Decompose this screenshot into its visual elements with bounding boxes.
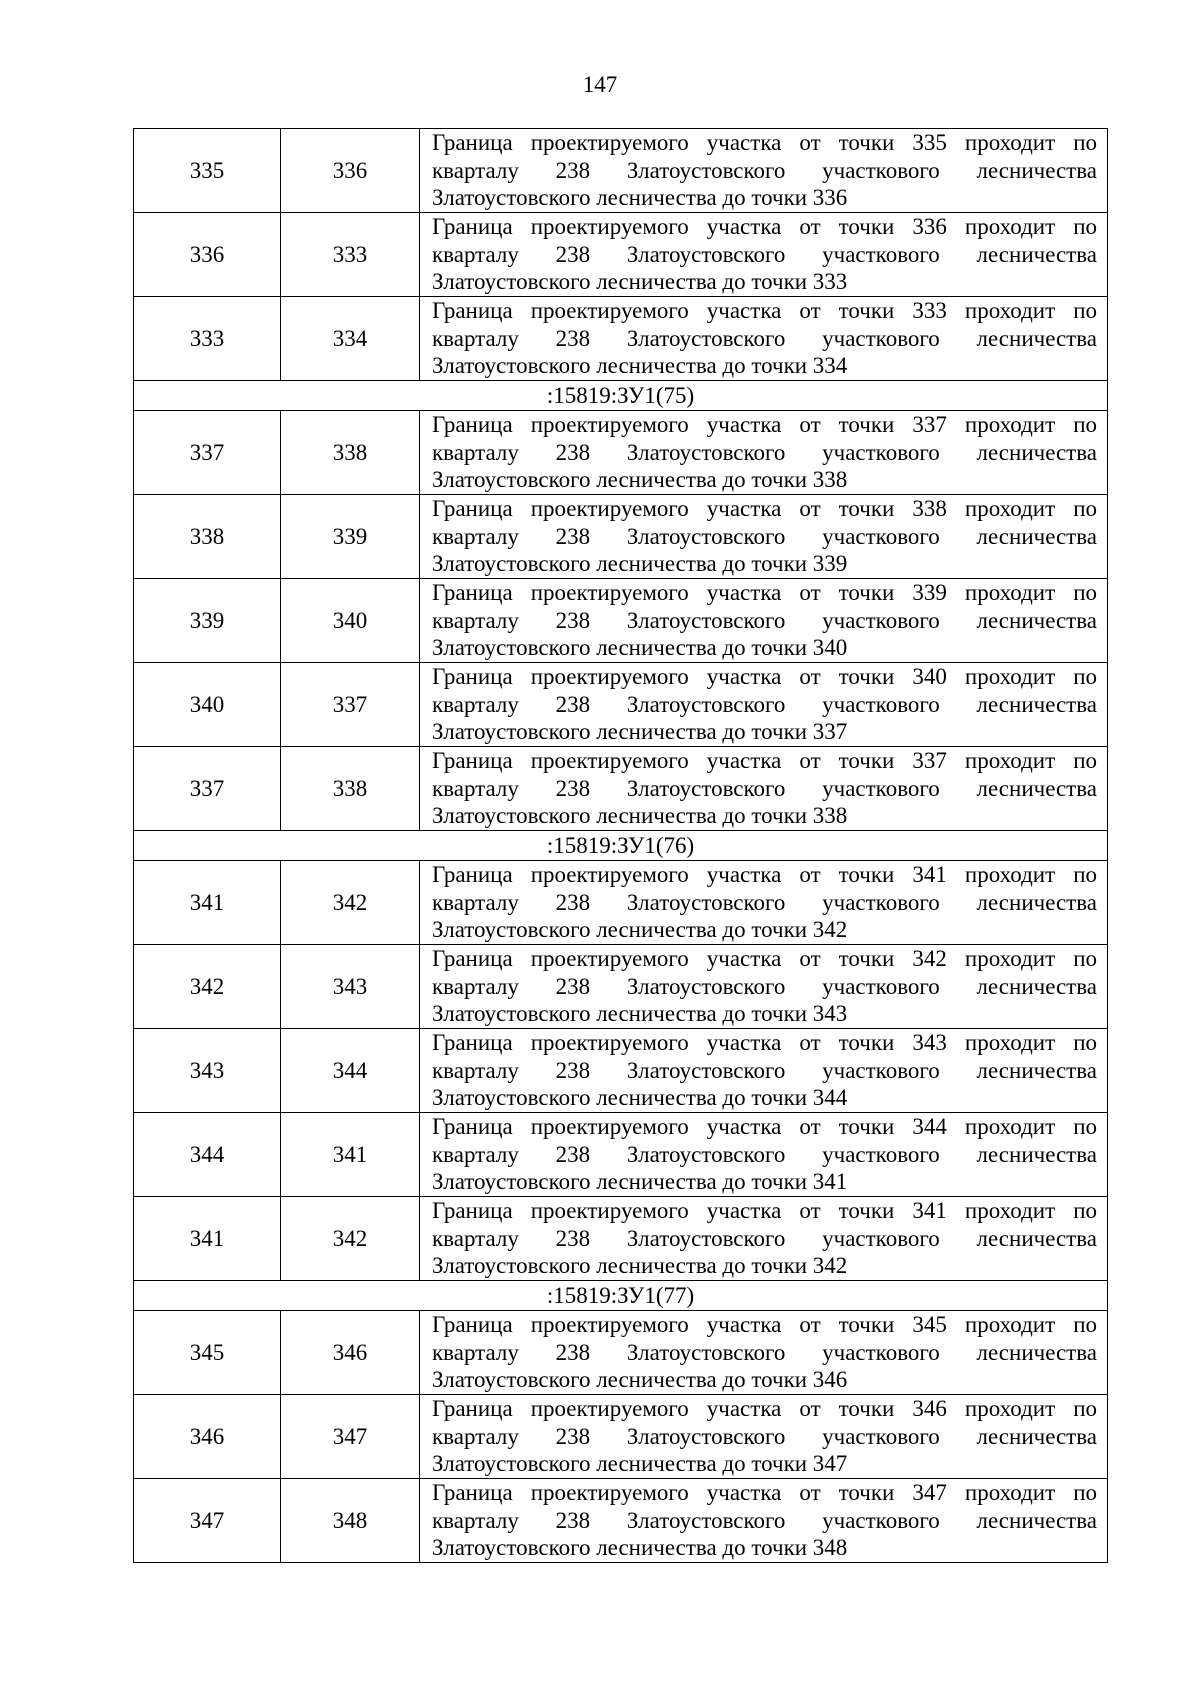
from-point-cell: 345 [134,1311,281,1395]
table-row [134,213,1108,297]
table-row [134,411,1108,495]
description-cell: Граница проектируемого участка от точки 342 проходит по кварталу 238 Златоустовского участкового лесничества Златоустовского лесничества до точки 343 [420,945,1108,1029]
description-cell: Граница проектируемого участка от точки 347 проходит по кварталу 238 Златоустовского участкового лесничества Златоустовского лесничества до точки 348 [420,1479,1108,1563]
page-number: 147 [582,72,618,97]
to-point-cell: 342 [281,861,420,945]
description-cell: Граница проектируемого участка от точки 340 проходит по кварталу 238 Златоустовского участкового лесничества Златоустовского лесничества до точки 337 [420,663,1108,747]
from-point-cell: 339 [134,579,281,663]
table-body [134,129,1108,1563]
from-point-cell: 343 [134,1029,281,1113]
to-point-cell: 338 [281,411,420,495]
description-cell: Граница проектируемого участка от точки 333 проходит по кварталу 238 Златоустовского участкового лесничества Златоустовского лесничества до точки 334 [420,297,1108,381]
from-point-cell: 336 [134,213,281,297]
table-row [134,663,1108,747]
to-point-cell: 343 [281,945,420,1029]
from-point-cell: 337 [134,411,281,495]
description-cell: Граница проектируемого участка от точки 344 проходит по кварталу 238 Златоустовского участкового лесничества Златоустовского лесничества до точки 341 [420,1113,1108,1197]
boundary-table [133,128,1108,1563]
to-point-cell: 342 [281,1197,420,1281]
from-point-cell: 337 [134,747,281,831]
table-row [134,1197,1108,1281]
description-cell: Граница проектируемого участка от точки 339 проходит по кварталу 238 Златоустовского участкового лесничества Златоустовского лесничества до точки 340 [420,579,1108,663]
to-point-cell: 348 [281,1479,420,1563]
description-cell: Граница проектируемого участка от точки 343 проходит по кварталу 238 Златоустовского участкового лесничества Златоустовского лесничества до точки 344 [420,1029,1108,1113]
section-title: :15819:ЗУ1(76) [134,831,1108,861]
table-row [134,861,1108,945]
table-row [134,579,1108,663]
from-point-cell: 338 [134,495,281,579]
from-point-cell: 333 [134,297,281,381]
to-point-cell: 334 [281,297,420,381]
section-header-row [134,381,1108,411]
table-row [134,495,1108,579]
section-title: :15819:ЗУ1(77) [134,1281,1108,1311]
to-point-cell: 333 [281,213,420,297]
description-cell: Граница проектируемого участка от точки 345 проходит по кварталу 238 Златоустовского участкового лесничества Златоустовского лесничества до точки 346 [420,1311,1108,1395]
description-cell: Граница проектируемого участка от точки 337 проходит по кварталу 238 Златоустовского участкового лесничества Златоустовского лесничества до точки 338 [420,411,1108,495]
from-point-cell: 340 [134,663,281,747]
to-point-cell: 340 [281,579,420,663]
table-row [134,1479,1108,1563]
from-point-cell: 342 [134,945,281,1029]
from-point-cell: 341 [134,861,281,945]
table-row [134,1395,1108,1479]
section-header-row [134,831,1108,861]
to-point-cell: 341 [281,1113,420,1197]
table-row [134,1113,1108,1197]
from-point-cell: 346 [134,1395,281,1479]
to-point-cell: 344 [281,1029,420,1113]
section-header-row [134,1281,1108,1311]
to-point-cell: 337 [281,663,420,747]
from-point-cell: 335 [134,129,281,213]
description-cell: Граница проектируемого участка от точки 336 проходит по кварталу 238 Златоустовского участкового лесничества Златоустовского лесничества до точки 333 [420,213,1108,297]
to-point-cell: 339 [281,495,420,579]
section-title: :15819:ЗУ1(75) [134,381,1108,411]
to-point-cell: 338 [281,747,420,831]
from-point-cell: 341 [134,1197,281,1281]
table-row [134,129,1108,213]
from-point-cell: 347 [134,1479,281,1563]
to-point-cell: 347 [281,1395,420,1479]
from-point-cell: 344 [134,1113,281,1197]
table-row [134,945,1108,1029]
to-point-cell: 346 [281,1311,420,1395]
table-row [134,747,1108,831]
description-cell: Граница проектируемого участка от точки 341 проходит по кварталу 238 Златоустовского участкового лесничества Златоустовского лесничества до точки 342 [420,861,1108,945]
description-cell: Граница проектируемого участка от точки 346 проходит по кварталу 238 Златоустовского участкового лесничества Златоустовского лесничества до точки 347 [420,1395,1108,1479]
table-row [134,297,1108,381]
description-cell: Граница проектируемого участка от точки 338 проходит по кварталу 238 Златоустовского участкового лесничества Златоустовского лесничества до точки 339 [420,495,1108,579]
description-cell: Граница проектируемого участка от точки 337 проходит по кварталу 238 Златоустовского участкового лесничества Златоустовского лесничества до точки 338 [420,747,1108,831]
to-point-cell: 336 [281,129,420,213]
table-row [134,1311,1108,1395]
description-cell: Граница проектируемого участка от точки 341 проходит по кварталу 238 Златоустовского участкового лесничества Златоустовского лесничества до точки 342 [420,1197,1108,1281]
description-cell: Граница проектируемого участка от точки 335 проходит по кварталу 238 Златоустовского участкового лесничества Златоустовского лесничества до точки 336 [420,129,1108,213]
table-row [134,1029,1108,1113]
